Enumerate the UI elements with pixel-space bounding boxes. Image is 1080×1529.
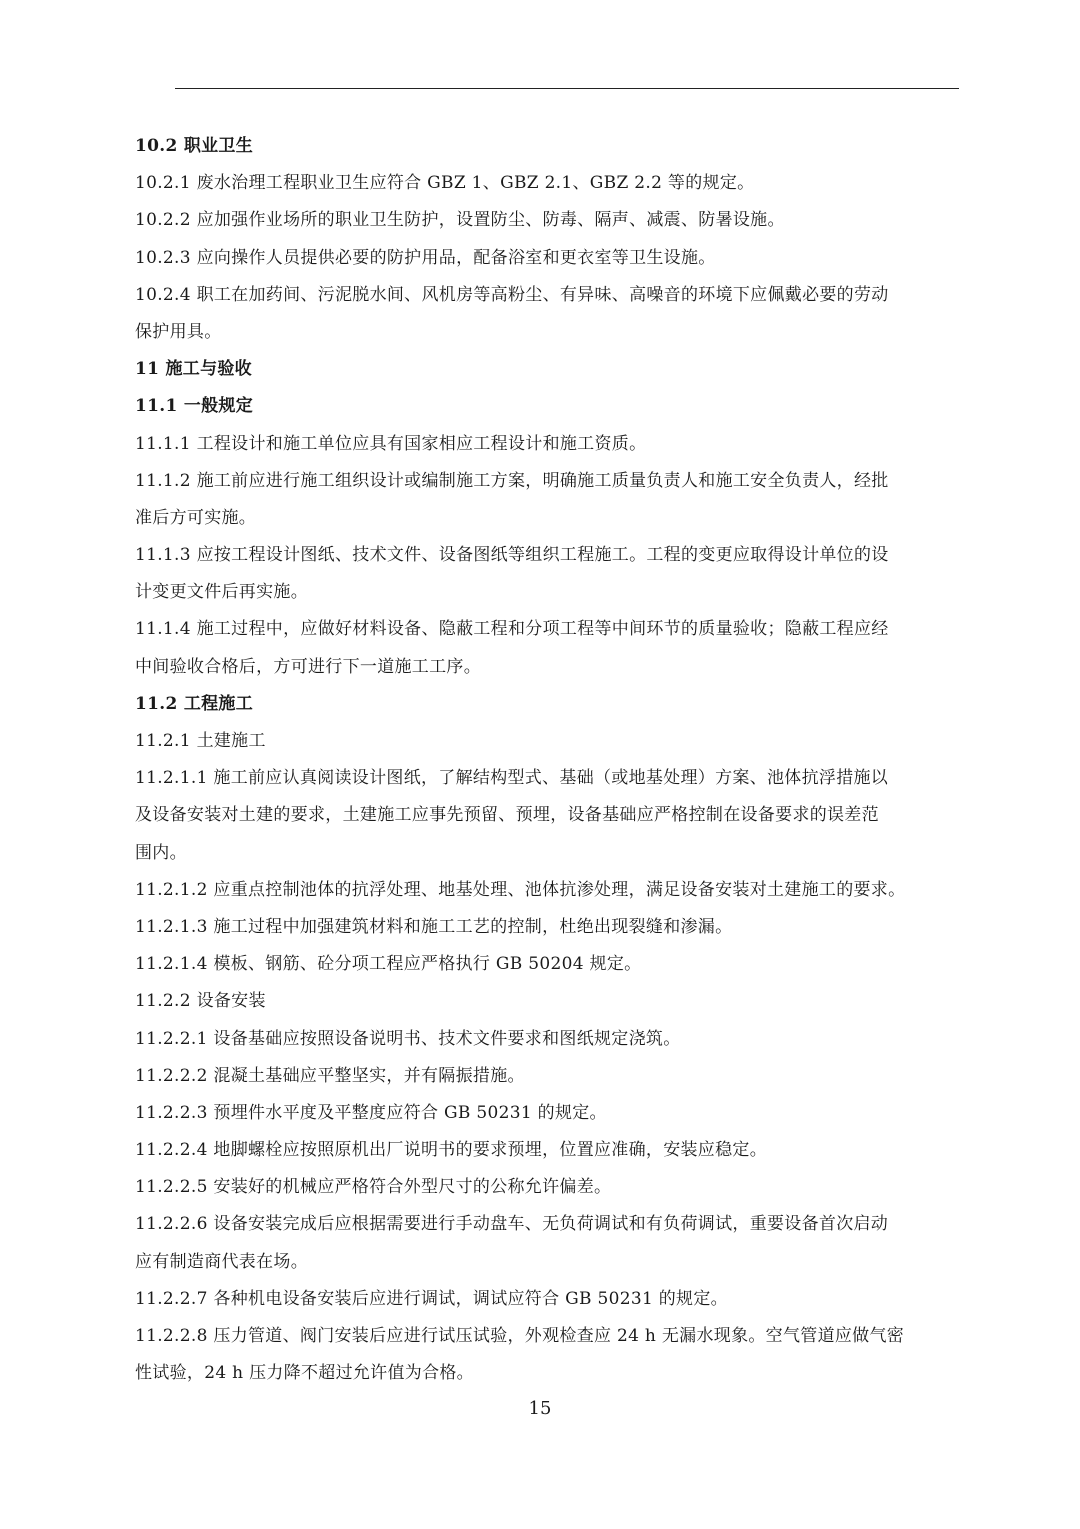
text-line: 11.2.2.8 压力管道、阀门安装后应进行试压试验，外观检查应 24 h 无漏水现象。空气管道应做气密	[135, 1326, 905, 1346]
text-line: 11.1.3 应按工程设计图纸、技术文件、设备图纸等组织工程施工。工程的变更应取得设计单位的设	[135, 545, 889, 566]
text-line: 计变更文件后再实施。	[135, 582, 308, 603]
text-line: 11.2.2.4 地脚螺栓应按照原机出厂说明书的要求预埋，位置应准确，安装应稳定。	[135, 1140, 767, 1161]
text-line: 应有制造商代表在场。	[135, 1251, 308, 1272]
text-line: 11.2.2.5 安装好的机械应严格符合外型尺寸的公称允许偏差。	[135, 1177, 612, 1198]
text-line: 性试验，24 h 压力降不超过允许值为合格。	[135, 1363, 474, 1384]
text-line: 围内。	[135, 842, 187, 863]
text-line: 及设备安装对土建的要求，土建施工应事先预留、预埋，设备基础应严格控制在设备要求的误差范	[135, 805, 879, 826]
text-line: 10.2.3 应向操作人员提供必要的防护用品，配备浴室和更衣室等卫生设施。	[135, 247, 716, 268]
text-line: 11.2.2.7 各种机电设备安装后应进行调试，调试应符合 GB 50231 的规定。	[135, 1288, 728, 1309]
text-line: 准后方可实施。	[135, 507, 257, 528]
text-line: 11.2.2.2 混凝土基础应平整坚实，并有隔振措施。	[135, 1065, 525, 1086]
text-line: 11.2.1.1 施工前应认真阅读设计图纸，了解结构型式、基础（或地基处理）方案、池体抗浮措施以	[135, 768, 889, 789]
text-line: 11.2.1.4 模板、钢筋、砼分项工程应严格执行 GB 50204 规定。	[135, 954, 642, 975]
text-line: 10.2.1 废水治理工程职业卫生应符合 GBZ 1、GBZ 2.1、GBZ 2.2 等的规定。	[135, 173, 755, 194]
section-heading: 10.2 职业卫生	[135, 136, 254, 156]
text-line: 11.1.4 施工过程中，应做好材料设备、隐蔽工程和分项工程等中间环节的质量验收；隐蔽工程应经	[135, 619, 889, 640]
document-body	[135, 128, 980, 1392]
section-heading: 11.1 一般规定	[135, 396, 254, 417]
section-heading: 11.2 工程施工	[135, 693, 254, 714]
text-line: 10.2.2 应加强作业场所的职业卫生防护，设置防尘、防毒、隔声、减震、防暑设施。	[135, 210, 785, 231]
text-line: 中间验收合格后，方可进行下一道施工工序。	[135, 656, 481, 677]
text-line: 11.1.2 施工前应进行施工组织设计或编制施工方案，明确施工质量负责人和施工安全负责人，经批	[135, 470, 889, 491]
text-line: 11.2.2.6 设备安装完成后应根据需要进行手动盘车、无负荷调试和有负荷调试，重要设备首次启动	[135, 1214, 889, 1235]
text-line: 10.2.4 职工在加药间、污泥脱水间、风机房等高粉尘、有异味、高噪音的环境下应佩戴必要的劳动	[135, 284, 889, 305]
text-line: 11.1.1 工程设计和施工单位应具有国家相应工程设计和施工资质。	[135, 433, 647, 454]
text-line: 保护用具。	[135, 321, 222, 342]
text-line: 11.2.2.1 设备基础应按照设备说明书、技术文件要求和图纸规定浇筑。	[135, 1028, 681, 1049]
text-line: 11.2.1 土建施工	[135, 731, 266, 751]
text-line: 11.2.1.2 应重点控制池体的抗浮处理、地基处理、池体抗渗处理，满足设备安装对土建施工的要求。	[135, 879, 906, 900]
section-heading: 11 施工与验收	[135, 359, 252, 380]
header-rule	[175, 88, 959, 89]
text-line: 11.2.2.3 预埋件水平度及平整度应符合 GB 50231 的规定。	[135, 1102, 607, 1123]
text-line: 11.2.2 设备安装	[135, 991, 266, 1012]
page-number: 15	[528, 1398, 552, 1419]
text-line: 11.2.1.3 施工过程中加强建筑材料和施工工艺的控制，杜绝出现裂缝和渗漏。	[135, 916, 733, 937]
